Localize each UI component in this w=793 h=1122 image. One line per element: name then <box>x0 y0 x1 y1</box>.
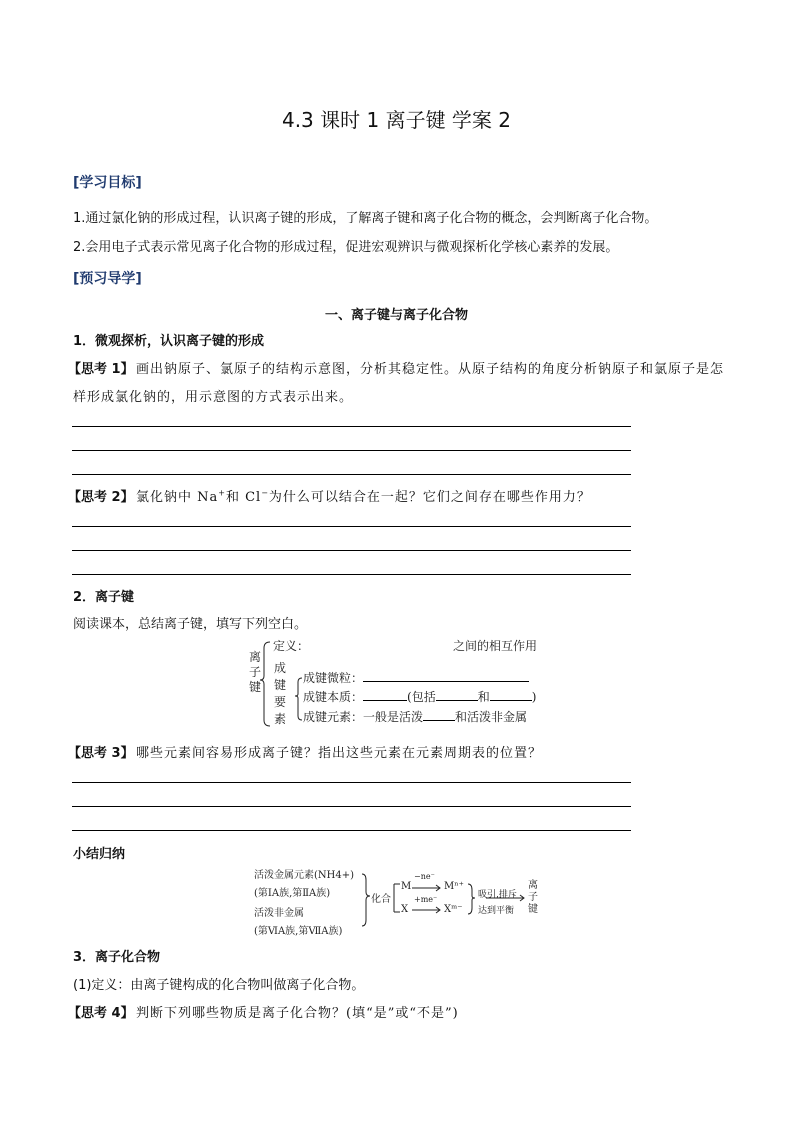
think-1-text-line-2: 样形成氯化钠的，用示意图的方式表示出来。 <box>73 390 354 405</box>
summary-m-arrow-label: −ne⁻ <box>414 872 435 881</box>
answer-line[interactable] <box>72 474 631 475</box>
answer-line[interactable] <box>72 526 631 527</box>
tree-essence <box>303 688 536 705</box>
answer-line[interactable] <box>72 830 631 831</box>
read-instruction: 阅读课本，总结离子键，填写下列空白。 <box>73 617 308 632</box>
page-title: 4.3 课时 1 离子键 学案 2 <box>281 108 512 132</box>
goal-item-1: 1.通过氯化钠的形成过程，认识离子键的形成，了解离子键和离子化合物的概念，会判断离子化合物。 <box>73 211 658 226</box>
summary-result-char: 离 <box>528 880 538 891</box>
tree-root-char: 键 <box>249 680 262 694</box>
essence-blank-2[interactable] <box>436 689 478 701</box>
think-3-text: 哪些元素间容易形成离子键？指出这些元素在元素周期表的位置？ <box>136 746 543 761</box>
tree-element <box>303 708 527 725</box>
summary-result <box>528 880 538 916</box>
think-2-label: 【思考 2】 <box>68 490 134 505</box>
tree-root-char: 子 <box>249 665 262 679</box>
think-4-text: 判断下列哪些物质是离子化合物？(填“是”或“不是”) <box>136 1006 459 1021</box>
section-title: 一、离子键与离子化合物 <box>324 308 468 323</box>
tree-definition-tail: 之间的相互作用 <box>453 639 538 653</box>
tree-label-char: 键 <box>274 678 287 692</box>
summary-nonmetal-line-2: (第ⅥA族,第ⅦA族) <box>254 926 343 937</box>
sodium-charge: + <box>218 488 226 498</box>
summary-x: X <box>401 904 409 915</box>
tree-label-char: 素 <box>274 712 287 726</box>
element-and: 和活泼非金属 <box>455 710 528 724</box>
summary-metal-line-1: 活泼金属元素(NH4+) <box>254 870 355 881</box>
element-label: 成键元素：一般是活泼 <box>303 710 424 724</box>
tree-elements-label <box>274 660 286 728</box>
tree-label-char: 要 <box>274 695 287 709</box>
answer-line[interactable] <box>72 550 631 551</box>
element-blank[interactable] <box>423 709 455 721</box>
think-4-label: 【思考 4】 <box>68 1006 134 1021</box>
answer-line[interactable] <box>72 574 631 575</box>
tree-definition <box>273 637 309 654</box>
summary-result-char: 子 <box>528 892 538 903</box>
chloride-charge: − <box>261 488 269 498</box>
summary-react: 化合 <box>371 894 391 905</box>
essence-blank-3[interactable] <box>490 689 532 701</box>
essence-label: 成键本质： <box>303 690 364 704</box>
think-3-label: 【思考 3】 <box>68 746 134 761</box>
tree-root-char: 离 <box>249 650 262 664</box>
subsection-2-title: 2．离子键 <box>73 590 135 605</box>
think-2-text <box>136 486 591 505</box>
summary-result-char: 键 <box>528 904 538 915</box>
think-1-label: 【思考 1】 <box>68 362 134 377</box>
summary-balance: 达到平衡 <box>478 906 515 916</box>
subsection-3-title: 3．离子化合物 <box>73 950 161 965</box>
tree-root <box>249 650 261 695</box>
summary-m-ion: Mⁿ⁺ <box>444 881 464 892</box>
think-2-text-part: 为什么可以结合在一起？它们之间存在哪些作用力？ <box>268 490 591 505</box>
particles-blank[interactable] <box>363 670 529 682</box>
summary-attract: 吸引,排斥 <box>478 890 517 900</box>
subsection-1-title: 1．微观探析，认识离子键的形成 <box>73 334 265 349</box>
tree-label-char: 成 <box>274 661 287 675</box>
tree-particles <box>303 669 529 686</box>
particles-label: 成键微粒： <box>303 671 364 685</box>
summary-heading: 小结归纳 <box>73 847 126 862</box>
answer-line[interactable] <box>72 782 631 783</box>
summary-m: M <box>401 881 412 892</box>
preview-heading: [预习导学] <box>73 271 142 287</box>
essence-incl: (包括 <box>407 690 436 704</box>
goals-heading: [学习目标] <box>73 175 142 191</box>
think-2-text-part: 和 Cl <box>225 490 262 505</box>
goal-item-2: 2.会用电子式表示常见离子化合物的形成过程，促进宏观辨识与微观探析化学核心素养的发展。 <box>73 240 619 255</box>
answer-line[interactable] <box>72 426 631 427</box>
essence-blank[interactable] <box>363 689 407 701</box>
summary-x-ion: Xᵐ⁻ <box>444 904 463 915</box>
summary-metal-line-2: (第ⅠA族,第ⅡA族) <box>254 888 331 899</box>
think-2-text-part: 氯化钠中 Na <box>136 490 219 505</box>
think-1-text-line-1: 画出钠原子、氯原子的结构示意图，分析其稳定性。从原子结构的角度分析钠原子和氯原子是怎 <box>136 362 725 377</box>
ionic-compound-definition: (1)定义：由离子键构成的化合物叫做离子化合物。 <box>73 978 365 993</box>
essence-end: ) <box>531 690 537 704</box>
answer-line[interactable] <box>72 806 631 807</box>
definition-label: 定义： <box>273 639 310 653</box>
essence-and: 和 <box>477 690 490 704</box>
summary-nonmetal-line-1: 活泼非金属 <box>254 908 304 919</box>
summary-x-arrow-label: +me⁻ <box>414 895 438 904</box>
answer-line[interactable] <box>72 450 631 451</box>
